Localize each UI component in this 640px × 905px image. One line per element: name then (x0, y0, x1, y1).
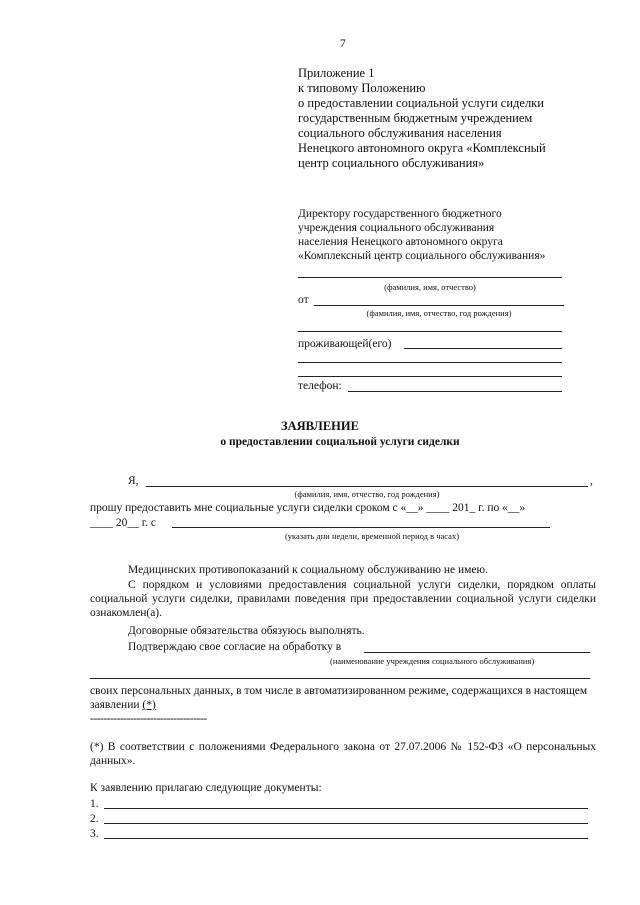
appendix-line: государственным бюджетным учреждением (298, 111, 533, 125)
from-label: от (298, 294, 309, 306)
appendix-line: к типовому Положению (298, 81, 426, 95)
document-subtitle: о предоставлении социальной услуги сиделки (220, 436, 460, 448)
request-line-1: прошу предоставить мне социальные услуги сиделки сроком с «__» ____ 201_ г. по «__» (90, 502, 526, 514)
footnote-separator: ----------------------------------- (90, 713, 207, 725)
attachment-number: 2. (90, 813, 99, 825)
address-field-3[interactable] (298, 376, 562, 377)
director-fio-field[interactable] (298, 277, 562, 278)
address-field-1[interactable] (404, 348, 562, 349)
residing-label: проживающей(его) (298, 338, 392, 350)
phone-field[interactable] (348, 391, 562, 392)
director-fio-hint: (фамилия, имя, отчество) (384, 282, 476, 292)
attachment-number: 3. (90, 828, 99, 840)
request-line-2: ____ 20__ г. с (90, 517, 157, 529)
paragraph-obligations: Договорные обязательства обязуюсь выполнять. (128, 625, 365, 637)
page-number: 7 (340, 38, 346, 50)
i-label: Я, (128, 475, 139, 487)
appendix-line: центр социального обслуживания» (298, 156, 485, 170)
paragraph-acknowledgement: С порядком и условиями предоставления социальной услуги сиделки, порядком оплаты социальной услуги сиделки, правилами поведения при предоставлении социальной услуги сиделки ознакомлен(а). (90, 579, 596, 619)
institution-hint: (наименование учреждения социального обслуживания) (330, 656, 535, 666)
appendix-line: социального обслуживания населения (298, 126, 502, 140)
institution-field-extra[interactable] (90, 678, 590, 679)
applicant-field[interactable] (314, 305, 564, 306)
address-field-2[interactable] (298, 362, 562, 363)
attachments-intro: К заявлению прилагаю следующие документы: (90, 782, 322, 794)
applicant-hint: (фамилия, имя, отчество, год рождения) (366, 308, 512, 318)
phone-label: телефон: (298, 380, 342, 392)
applicant-field-extra[interactable] (298, 331, 562, 332)
paragraph-consent: Подтверждаю свое согласие на обработку в (128, 641, 342, 653)
addressee-line: населения Ненецкого автономного округа (298, 236, 503, 248)
attachment-field-2[interactable] (104, 823, 588, 824)
comma: , (590, 475, 593, 487)
addressee-block (298, 207, 545, 263)
appendix-line: о предоставлении социальной услуги сиделки (298, 96, 544, 110)
addressee-line: учреждения социального обслуживания (298, 222, 495, 234)
fio-field[interactable] (146, 486, 588, 487)
addressee-line: «Комплексный центр социального обслуживания» (298, 250, 546, 262)
attachment-field-1[interactable] (104, 808, 588, 809)
addressee-line: Директору государственного бюджетного (298, 208, 502, 220)
appendix-line: Ненецкого автономного округа «Комплексный (298, 141, 546, 155)
institution-field[interactable] (364, 652, 590, 653)
paragraph-personal-data (90, 684, 596, 712)
document-title: ЗАЯВЛЕНИЕ (281, 419, 359, 433)
fio-hint: (фамилия, имя, отчество, год рождения) (294, 489, 440, 499)
days-field[interactable] (172, 527, 550, 528)
footnote-text: (*) В соответствии с положениями Федерального закона от 27.07.2006 № 152-ФЗ «О персональных данных». (90, 741, 596, 767)
appendix-block (298, 66, 546, 171)
paragraph-contraindications: Медицинских противопоказаний к социальному обслуживанию не имею. (128, 564, 488, 576)
footnote-marker: (*) (142, 699, 156, 711)
attachment-number: 1. (90, 798, 99, 810)
days-hint: (указать дни недели, временной период в часах) (284, 531, 460, 541)
personal-data-text: своих персональных данных, в том числе в автоматизированном режиме, содержащихся в настоящем заявлении (90, 685, 588, 711)
appendix-line: Приложение 1 (298, 66, 375, 80)
attachment-field-3[interactable] (104, 838, 588, 839)
